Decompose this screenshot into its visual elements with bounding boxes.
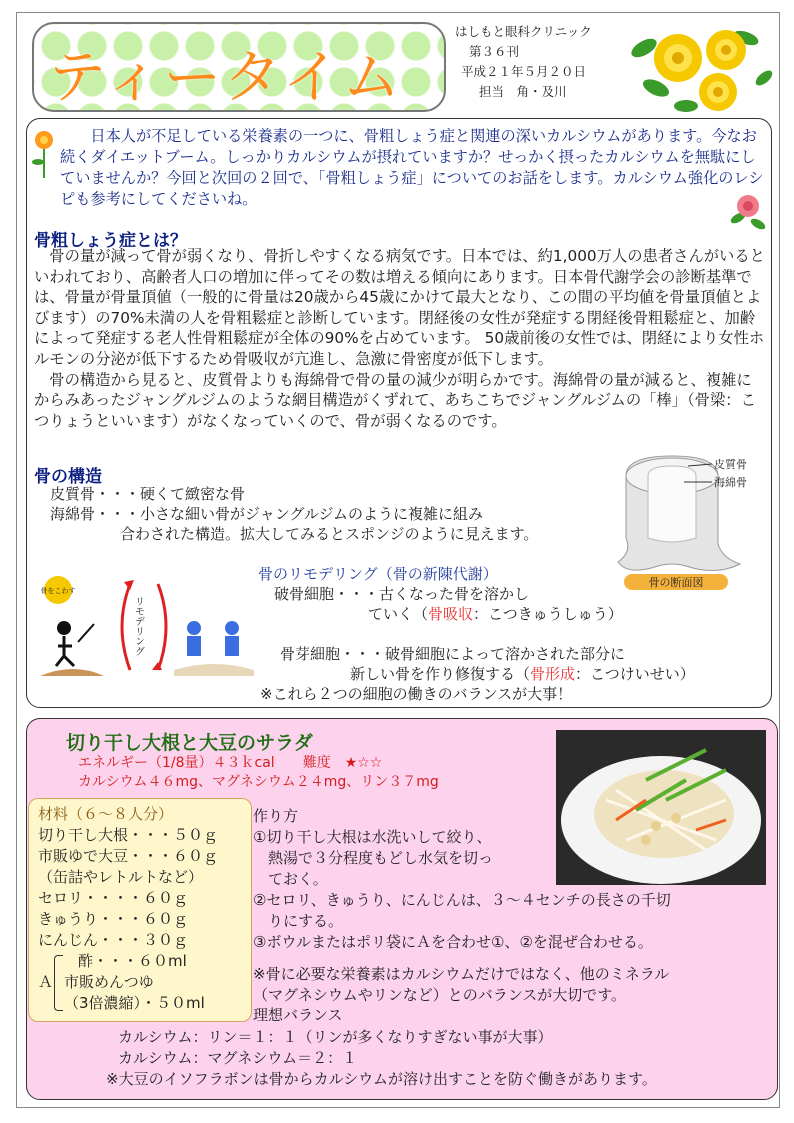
ingredients-heading: 材料（６～８人分） <box>38 805 174 823</box>
ingredients-list <box>38 804 218 1014</box>
remodeling-title: 骨のリモデリング（骨の新陳代謝） <box>258 565 498 583</box>
seasoning-group <box>38 951 218 1014</box>
yellow-flower-icon <box>626 18 776 116</box>
heading-bone-structure: 骨の構造 <box>34 467 102 487</box>
cancellous-bone-line-2: 合わされた構造。拡大してみるとスポンジのように見えます。 <box>120 525 539 543</box>
newsletter-title-box <box>32 22 446 112</box>
isoflavone-note: ※大豆のイソフラボンは骨からカルシウムが溶け出すことを防ぐ働きがあります。 <box>106 1070 657 1088</box>
ingredient-item: セロリ・・・・６０ｇ <box>38 889 189 907</box>
note-line: （マグネシウムやリンなど）とのバランスが大切です。 <box>253 985 627 1004</box>
osteoblast-line-1: 骨芽細胞・・・破骨細胞によって溶かされた部分に <box>280 645 626 663</box>
diagram-label-cancellous: 海綿骨 <box>714 476 747 489</box>
group-item: 市販めんつゆ <box>64 973 154 991</box>
ingredient-item: 市販ゆで大豆・・・６０ｇ <box>38 847 219 865</box>
illustration-sign-label: 骨をこわす <box>40 587 76 595</box>
cortical-bone-line: 皮質骨・・・硬くて緻密な骨 <box>50 485 246 503</box>
ratio-calcium-phosphorus: カルシウム：リン＝１：１（リンが多くなりすぎない事が大事） <box>118 1028 553 1046</box>
note-line: 理想バランス <box>253 1006 343 1024</box>
osteoclast-text-2: ていく（ <box>368 605 429 623</box>
remodeling-section <box>258 564 695 704</box>
ingredient-item: 切り干し大根・・・５０ｇ <box>38 826 219 844</box>
method-step: ①切り干し大根は水洗いして絞り、 <box>253 828 492 846</box>
osteoblast-text-2: 新しい骨を作り修復する（ <box>350 665 531 683</box>
bone-formation-term: 骨形成 <box>530 665 576 683</box>
ingredient-item: （缶詰やレトルトなど） <box>38 868 204 886</box>
method-heading: 作り方 <box>253 807 299 825</box>
osteoblast-line-2 <box>258 664 695 684</box>
remodeling-illustration <box>34 566 256 690</box>
ingredient-item: きゅうり・・・６０ｇ <box>38 910 189 928</box>
diagram-label-cortical: 皮質骨 <box>714 458 747 471</box>
ratio-calcium-magnesium: カルシウム：マグネシウム＝２：１ <box>118 1049 358 1067</box>
method-step: ③ボウルまたはポリ袋にＡを合わせ①、②を混ぜ合わせる。 <box>253 933 653 951</box>
issue-number: 第３６刊 <box>469 44 520 59</box>
balance-note: ※これら２つの細胞の働きのバランスが大事！ <box>260 685 573 703</box>
ingredient-item: にんじん・・・３０ｇ <box>38 931 189 949</box>
bone-formation-reading: ：こつけいせい） <box>575 665 695 683</box>
newsletter-title: ティータイム <box>48 43 403 111</box>
bone-structure-list <box>50 484 538 544</box>
bone-resorption-term: 骨吸収 <box>428 605 474 623</box>
clinic-name: はしもと眼科クリニック <box>455 24 592 39</box>
note-line: ※骨に必要な栄養素はカルシウムだけではなく、他のミネラル <box>253 965 670 983</box>
method-step: ②セロリ、きゅうり、にんじんは、３～４センチの長さの千切 <box>253 891 671 909</box>
group-item: （3倍濃縮）・５０ml <box>64 994 205 1012</box>
illustration-arc-label: リモデリング <box>132 596 144 656</box>
osteoporosis-paragraph-1: 骨の量が減って骨が弱くなり、骨折しやすくなる病気です。日本では、約1,000万人の患者さんがいるといわれており、高齢者人口の増加に伴ってその数は増える傾向にあります。日本骨代謝学会の診断基準では、骨量が骨量頂値（一般的に骨量は20歳から45歳にかけて最大となり、この間の平均値を骨量頂値とよびます）の70%未満の人を骨粗鬆症と診断しています。閉経後の女性が発症する閉経後骨粗鬆症と、加齢によって発症する老人性骨粗鬆症が全体の90%を占めています。 50歳前後の女性では、閉経により女性ホルモンの分泌が低下するため骨吸収が亢進し、急激に骨密度が低下します。 <box>34 247 765 368</box>
osteoclast-line-2 <box>258 604 695 624</box>
staff-names: 担当 角・及川 <box>479 84 567 99</box>
method-step: 熱湯で３分程度もどし水気を切っ <box>253 849 494 867</box>
clinic-info <box>455 22 625 102</box>
issue-date: 平成２１年５月２０日 <box>461 64 587 79</box>
heading-osteoporosis: 骨粗しょう症とは？ <box>34 231 187 251</box>
cancellous-bone-line-1: 海綿骨・・・小さな細い骨がジャングルジムのように複雑に組み <box>50 505 483 523</box>
group-bracket <box>54 955 63 1011</box>
intro-paragraph: 日本人が不足している栄養素の一つに、骨粗しょう症と関連の深いカルシウムがあります。今なお続くダイエットブーム。しっかりカルシウムが摂れていますか？せっかく摂ったカルシウムを無駄にしていませんか？今回と次回の２回で、「骨粗しょう症」についてのお話をします。カルシウム強化のレシピも参考にしてくださいね。 <box>60 127 764 208</box>
method-step: りにする。 <box>253 912 344 930</box>
osteoporosis-paragraph-2: 骨の構造から見ると、皮質骨よりも海綿骨で骨の量の減少が明らかです。海綿骨の量が減ると、複雑にからみあったジャングルジムのような網目構造がくずれて、あちこちでジャングルジムの「棒」（骨梁：こつりょうといいます）がなくなっていくので、骨が弱くなるのです。 <box>34 370 756 430</box>
osteoclast-line-1: 破骨細胞・・・古くなった骨を溶かし <box>274 585 530 603</box>
recipe-minerals: カルシウム４６mg、マグネシウム２４mg、リン３７mg <box>78 774 439 790</box>
group-item: 酢・・・６０ml <box>78 952 187 970</box>
method-step: ておく。 <box>253 870 328 888</box>
recipe-title: 切り干し大根と大豆のサラダ <box>66 732 313 754</box>
diagram-caption: 骨の断面図 <box>648 576 704 589</box>
osteoporosis-body <box>34 246 766 431</box>
bone-resorption-reading: ：こつきゅうしゅう） <box>473 605 623 623</box>
group-label: Ａ <box>38 973 54 991</box>
method-section <box>253 806 763 953</box>
flower-icon <box>30 128 58 178</box>
recipe-energy: エネルギー（1/8量）４３ｋcal 難度 ★☆☆ <box>78 755 383 771</box>
nutrition-notes <box>253 964 773 1026</box>
